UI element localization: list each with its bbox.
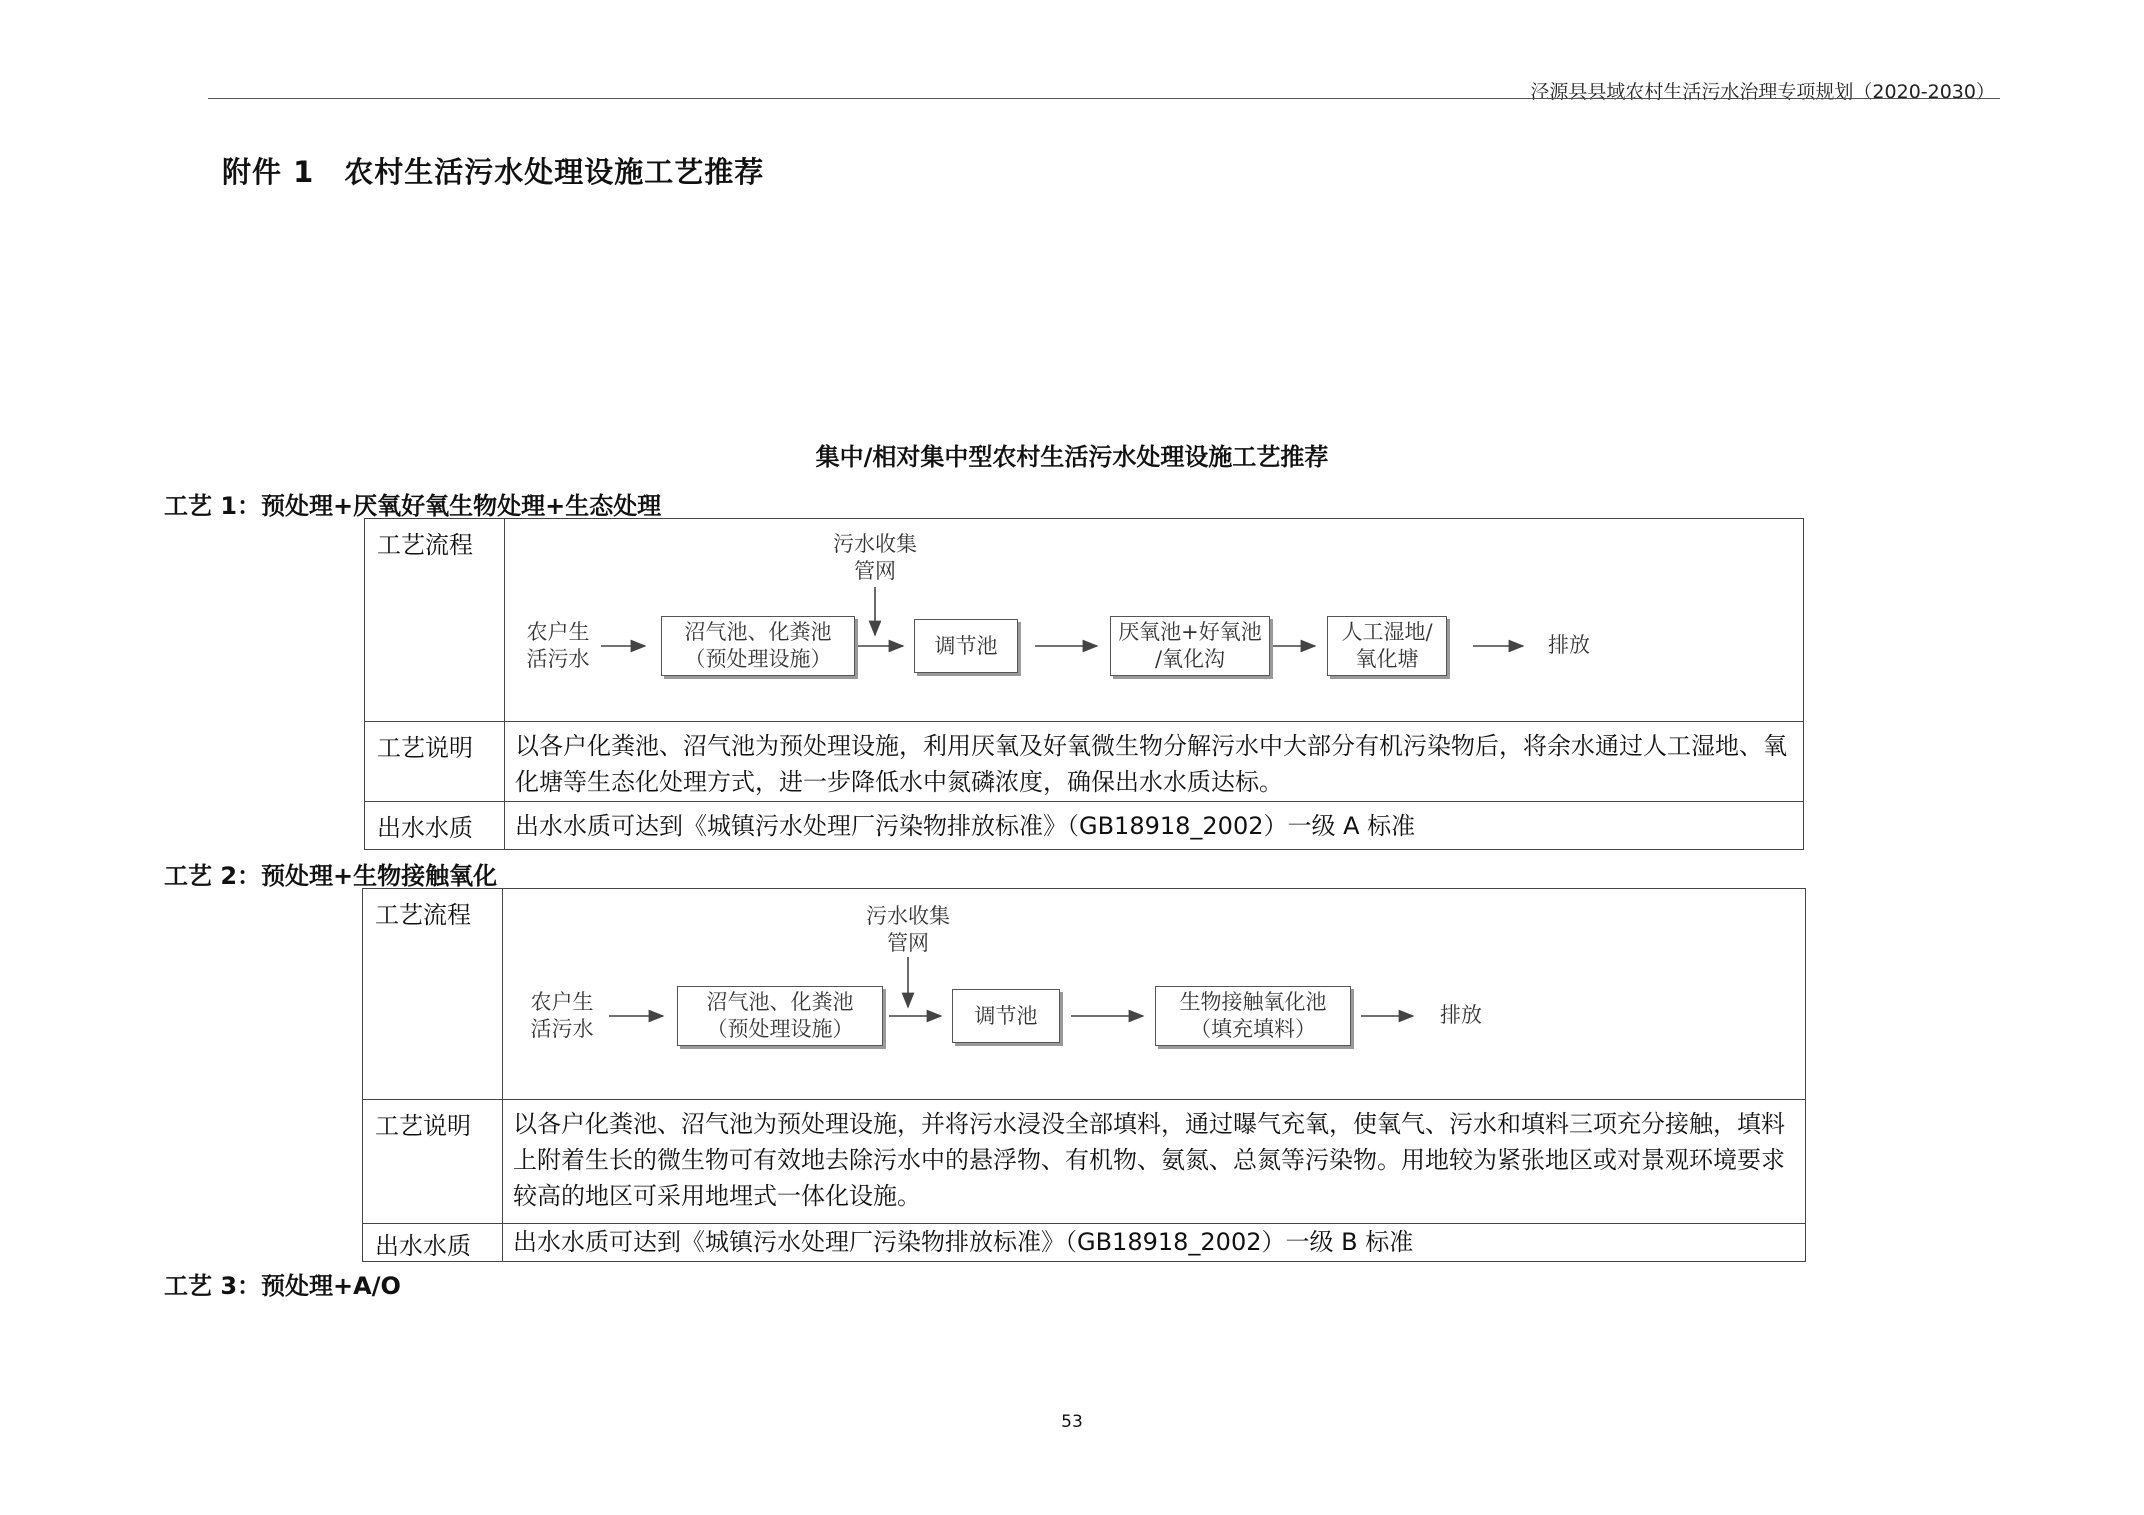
header-divider	[208, 98, 2000, 99]
process-1-desc: 以各户化粪池、沼气池为预处理设施，利用厌氧及好氧微生物分解污水中大部分有机污染物后，将余水通过人工湿地、氧化塘等生态化处理方式，进一步降低水中氮磷浓度，确保出水水质达标。	[505, 722, 1804, 802]
flow-box-biological-treatment	[1110, 616, 1270, 676]
flow-source-line1: 农户生	[526, 620, 590, 644]
process-1-flow-label: 工艺流程	[365, 519, 505, 722]
appendix-heading	[222, 150, 764, 191]
flow-source-label	[517, 989, 607, 1043]
process-2-flow-diagram	[503, 889, 1805, 1099]
flow-source-line1: 农户生	[530, 990, 594, 1014]
process-2-title: 工艺 2：预处理+生物接触氧化	[164, 862, 498, 890]
process-2-desc: 以各户化粪池、沼气池为预处理设施，并将污水浸没全部填料，通过曝气充氧，使氧气、污水和填料三项充分接触，填料上附着生长的微生物可有效地去除污水中的悬浮物、有机物、氨氮、总氮等污染物。用地较为紧张地区或对景观环境要求较高的地区可采用地埋式一体化设施。	[503, 1100, 1806, 1224]
process-2-table	[362, 888, 1806, 1262]
flow-source-line2: 活污水	[526, 647, 590, 671]
flow-inlet-line2: 管网	[854, 559, 896, 583]
flow-box-pretreatment-line2: （预处理设施）	[684, 647, 832, 671]
flow-box-regulating-tank-text: 调节池	[934, 633, 998, 658]
process-2-quality-label: 出水水质	[363, 1224, 503, 1262]
flow-box-pretreatment-line1: 沼气池、化粪池	[706, 990, 854, 1014]
process-2-flow-cell	[503, 889, 1806, 1100]
flow-box-ecological-treatment	[1327, 616, 1447, 676]
process-1-table	[364, 518, 1804, 850]
page-number: 53	[1061, 1412, 1083, 1432]
appendix-title: 农村生活污水处理设施工艺推荐	[344, 155, 765, 189]
process-3-title: 工艺 3：预处理+A/O	[164, 1272, 401, 1300]
process-2-flow-label: 工艺流程	[363, 889, 503, 1100]
process-1-quality-label: 出水水质	[365, 802, 505, 850]
flow-inlet-line2: 管网	[887, 931, 929, 955]
flow-box-pretreatment	[661, 616, 855, 676]
flow-discharge-label: 排放	[1440, 1003, 1482, 1027]
flow-box-pretreatment	[677, 986, 883, 1046]
flow-discharge-label: 排放	[1548, 633, 1590, 657]
process-1-flow-diagram	[505, 519, 1803, 721]
flow-box-regulating-tank-text: 调节池	[974, 1003, 1038, 1028]
flow-box-contact-oxidation-line1: 生物接触氧化池	[1179, 990, 1327, 1014]
process-1-title: 工艺 1：预处理+厌氧好氧生物处理+生态处理	[164, 492, 662, 520]
flow-source-line2: 活污水	[530, 1017, 594, 1041]
flow-box-ecological-line2: 氧化塘	[1355, 647, 1419, 671]
process-1-quality: 出水水质可达到《城镇污水处理厂污染物排放标准》（GB18918_2002）一级 A 标准	[505, 802, 1804, 850]
flow-box-contact-oxidation	[1155, 986, 1351, 1046]
flow-box-contact-oxidation-line2: （填充填料）	[1190, 1017, 1316, 1041]
appendix-label: 附件 1	[222, 155, 315, 189]
flow-inlet-line1: 污水收集	[833, 532, 917, 556]
section-title: 集中/相对集中型农村生活污水处理设施工艺推荐	[815, 443, 1329, 471]
flow-source-label	[513, 619, 603, 673]
flow-inlet-line1: 污水收集	[866, 904, 950, 928]
flow-inlet-label	[815, 531, 935, 585]
flow-box-pretreatment-line1: 沼气池、化粪池	[684, 620, 832, 644]
process-1-desc-label: 工艺说明	[365, 722, 505, 802]
process-1-flow-cell	[505, 519, 1804, 722]
process-2-desc-label: 工艺说明	[363, 1100, 503, 1224]
flow-inlet-label	[848, 903, 968, 957]
process-2-quality: 出水水质可达到《城镇污水处理厂污染物排放标准》（GB18918_2002）一级 B 标准	[503, 1224, 1806, 1262]
flow-box-pretreatment-line2: （预处理设施）	[706, 1017, 854, 1041]
flow-box-regulating-tank	[952, 989, 1060, 1043]
flow-box-biological-line1: 厌氧池+好氧池	[1118, 620, 1262, 644]
document-header-title: 泾源县县域农村生活污水治理专项规划（2020-2030）	[1530, 81, 1995, 103]
flow-box-regulating-tank	[914, 619, 1018, 673]
flow-box-ecological-line1: 人工湿地/	[1341, 620, 1433, 644]
flow-box-biological-line2: /氧化沟	[1154, 647, 1226, 671]
